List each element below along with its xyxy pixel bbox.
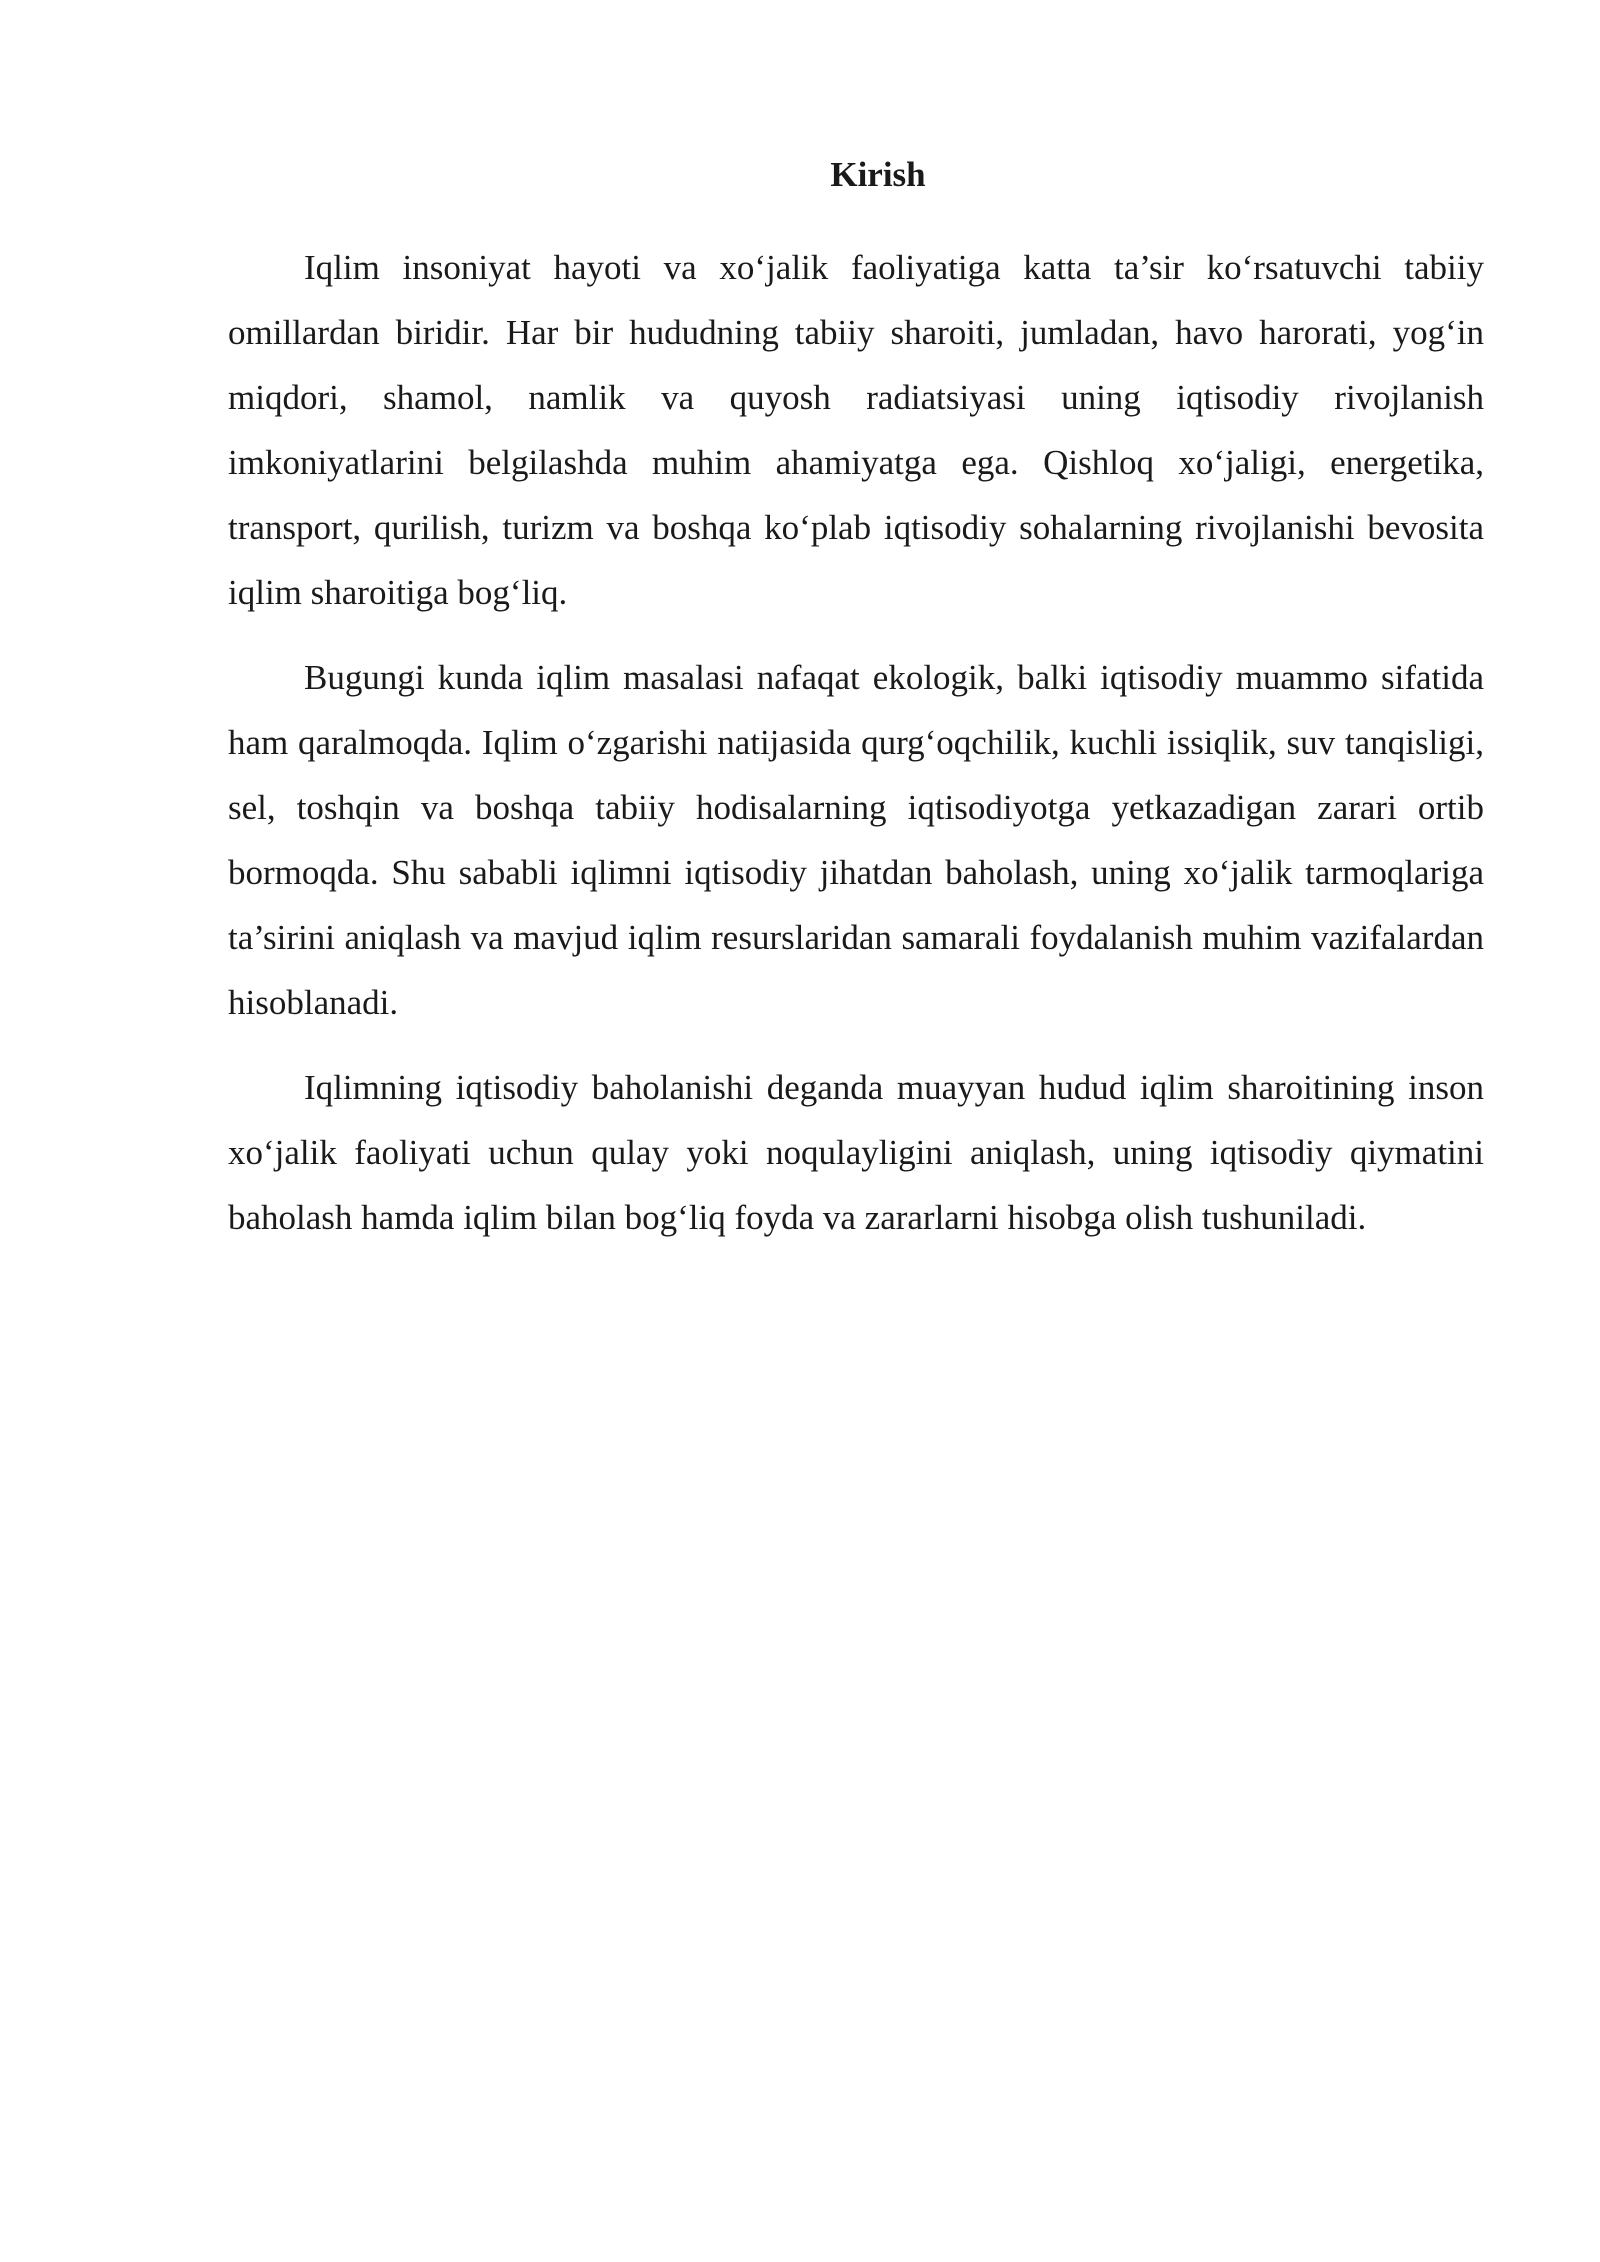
paragraph-1: Iqlim insoniyat hayoti va xo‘jalik faoliyatiga katta ta’sir ko‘rsatuvchi tabiiy omillardan biridir. Har bir hududning tabiiy sharoiti, jumladan, havo harorati, yog‘in miqdori, shamol, namlik va quyosh radiatsiyasi uning iqtisodiy rivojlanish imkoniyatlarini belgilashda muhim ahamiyatga ega. Qishloq xo‘jaligi, energetika, transport, qurilish, turizm va boshqa ko‘plab iqtisodiy sohalarning rivojlanishi bevosita iqlim sharoitiga bog‘liq. bbox=[228, 248, 1484, 612]
paragraph-2: Bugungi kunda iqlim masalasi nafaqat ekologik, balki iqtisodiy muammo sifatida ham qaralmoqda. Iqlim o‘zgarishi natijasida qurg‘oqchilik, kuchli issiqlik, suv tanqisligi, sel, toshqin va boshqa tabiiy hodisalarning iqtisodiyotga yetkazadigan zarari ortib bormoqda. Shu sababli iqlimni iqtisodiy jihatdan baholash, uning xo‘jalik tarmoqlariga ta’sirini aniqlash va mavjud iqlim resurslaridan samarali foydalanish muhim vazifalardan hisoblanadi. bbox=[228, 658, 1484, 1022]
section-title: Kirish bbox=[830, 155, 926, 194]
paragraph-3: Iqlimning iqtisodiy baholanishi deganda muayyan hudud iqlim sharoitining inson xo‘jalik faoliyati uchun qulay yoki noqulayligini aniqlash, uning iqtisodiy qiymatini baholash hamda iqlim bilan bog‘liq foyda va zararlarni hisobga olish tushuniladi. bbox=[228, 1068, 1484, 1237]
document-body bbox=[228, 145, 1484, 1270]
